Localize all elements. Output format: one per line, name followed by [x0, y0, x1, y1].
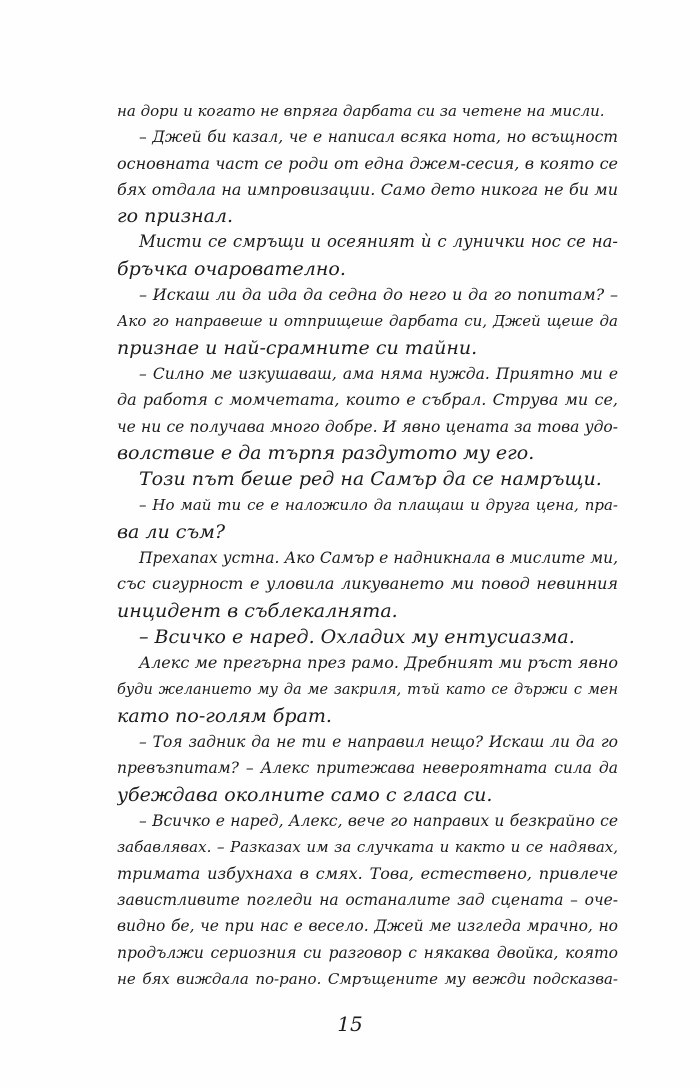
text-line: – Силно ме изкушаваш, ама няма нужда. Приятно ми е: [139, 364, 618, 383]
text-line: – Всичко е наред. Охладих му ентусиазма.: [139, 625, 575, 648]
text-line: завистливите погледи на останалите зад сцената – оче-: [117, 890, 618, 909]
page-number: 15: [337, 1012, 363, 1036]
text-line: основната част се роди от една джем-сесия, в която се: [117, 153, 618, 173]
text-line: забавлявах. – Разказах им за случката и както и се надявах,: [117, 838, 618, 857]
text-line: – Но май ти се е наложило да плащаш и друга цена, пра-: [139, 496, 618, 515]
text-line: убеждава околните само с гласа си.: [117, 783, 493, 806]
text-line: тримата избухнаха в смях. Това, естествено, привлече: [117, 863, 618, 883]
text-line: – Тоя задник да не ти е направил нещо? Искаш ли да го: [139, 733, 618, 752]
text-line: волствие е да търпя раздутото му его.: [117, 441, 535, 464]
body-text: [117, 98, 618, 992]
text-line: бях отдала на импровизации. Само дето никога не би ми: [117, 179, 618, 199]
text-line: признае и най-срамните си тайни.: [117, 336, 478, 359]
text-line: че ни се получава много добре. И явно цената за това удо-: [117, 417, 618, 436]
text-line: Ако го направеше и отприщеше дарбата си, Джей щеше да: [117, 312, 618, 331]
text-line: ва ли съм?: [117, 520, 226, 543]
text-line: бръчка очарователно.: [117, 257, 346, 280]
text-line: буди желанието му да ме закриля, тъй като се държи с мен: [117, 681, 618, 698]
text-line: Алекс ме прегърна през рамо. Дребният ми ръст явно: [139, 653, 618, 673]
text-line: продължи сериозния си разговор с някаква двойка, която: [117, 943, 618, 962]
text-line: да работя с момчетата, които е събрал. Струва ми се,: [117, 390, 618, 410]
text-line: Този път беше ред на Самър да се намръщи.: [139, 468, 602, 491]
text-line: – Всичко е наред, Алекс, вече го направих и безкрайно се: [139, 812, 618, 831]
text-line: видно бе, че при нас е весело. Джей ме изгледа мрачно, но: [117, 917, 618, 936]
text-line: Мисти се смръщи и осеяният ѝ с лунички нос се на-: [139, 232, 618, 252]
text-line: превъзпитам? – Алекс притежава невероятната сила да: [117, 759, 618, 778]
text-line: Прехапах устна. Ако Самър е надникнала в мислите ми,: [139, 549, 618, 568]
text-line: – Искаш ли да ида да седна до него и да го попитам? –: [139, 285, 618, 305]
text-line: – Джей би казал, че е написал всяка нота, но всъщност: [139, 128, 618, 147]
text-line: инцидент в съблекалнята.: [117, 599, 398, 622]
text-line: не бях виждала по-рано. Смръщените му вежди подсказва-: [117, 969, 618, 988]
text-line: със сигурност е уловила ликуването ми повод невинния: [117, 574, 618, 594]
text-line: като по-голям брат.: [117, 704, 332, 727]
text-line: на дори и когато не впрягa дарбата си за четене на мисли.: [117, 102, 605, 120]
text-line: го признал.: [117, 205, 234, 228]
